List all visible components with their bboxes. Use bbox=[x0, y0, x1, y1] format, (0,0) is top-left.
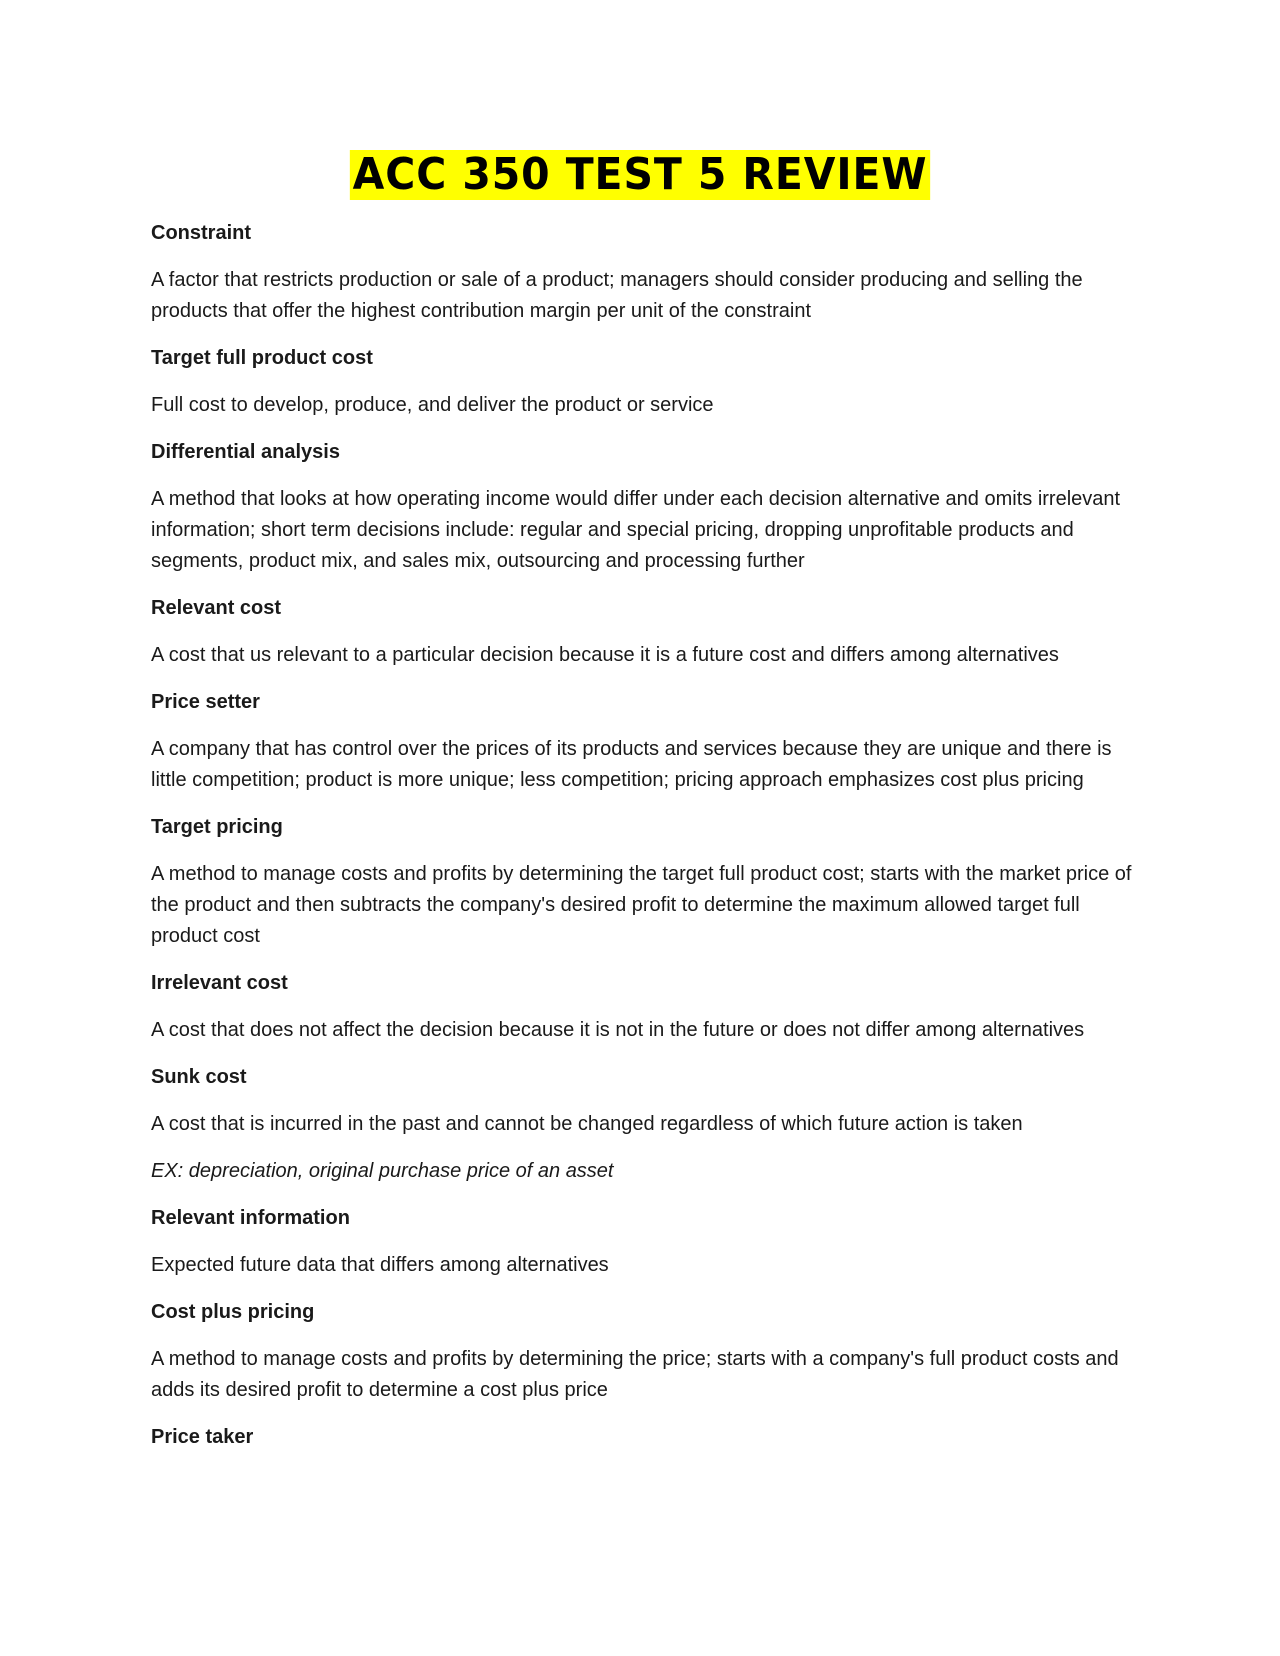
definition-target-pricing: A method to manage costs and profits by determining the target full product cost; starts with the market price of the product and then subtracts the company's desired profit to determine the maximum allowed target full product cost bbox=[151, 863, 1132, 947]
definition-relevant-information: Expected future data that differs among alternatives bbox=[151, 1254, 609, 1276]
term-price-setter: Price setter bbox=[151, 691, 260, 713]
definition-price-setter: A company that has control over the prices of its products and services because they are unique and there is little competition; product is more unique; less competition; pricing approach emphasizes cost plus pricing bbox=[151, 738, 1112, 791]
definition-differential-analysis: A method that looks at how operating income would differ under each decision alternative and omits irrelevant information; short term decisions include: regular and special pricing, dropping unprofitable products and segments, product mix, and sales mix, outsourcing and processing further bbox=[151, 488, 1121, 572]
definition-constraint: A factor that restricts production or sale of a product; managers should consider producing and selling the products that offer the highest contribution margin per unit of the constraint bbox=[151, 269, 1083, 322]
term-constraint: Constraint bbox=[151, 222, 251, 244]
example-sunk-cost: EX: depreciation, original purchase price of an asset bbox=[151, 1160, 614, 1182]
term-differential-analysis: Differential analysis bbox=[151, 441, 340, 463]
definition-irrelevant-cost: A cost that does not affect the decision because it is not in the future or does not differ among alternatives bbox=[151, 1019, 1085, 1041]
title-container bbox=[0, 150, 1280, 200]
term-cost-plus-pricing: Cost plus pricing bbox=[151, 1301, 315, 1323]
term-target-full-product-cost: Target full product cost bbox=[151, 347, 373, 369]
term-relevant-information: Relevant information bbox=[151, 1207, 350, 1229]
definition-target-full-product-cost: Full cost to develop, produce, and deliver the product or service bbox=[151, 394, 714, 416]
term-price-taker: Price taker bbox=[151, 1426, 254, 1448]
definition-cost-plus-pricing: A method to manage costs and profits by determining the price; starts with a company's full product costs and adds its desired profit to determine a cost plus price bbox=[151, 1348, 1119, 1401]
term-relevant-cost: Relevant cost bbox=[151, 597, 282, 619]
definition-relevant-cost: A cost that us relevant to a particular decision because it is a future cost and differs among alternatives bbox=[151, 644, 1059, 666]
document-title: ACC 350 TEST 5 REVIEW bbox=[350, 150, 930, 200]
term-target-pricing: Target pricing bbox=[151, 816, 283, 838]
definition-sunk-cost: A cost that is incurred in the past and cannot be changed regardless of which future action is taken bbox=[151, 1113, 1023, 1135]
term-irrelevant-cost: Irrelevant cost bbox=[151, 972, 288, 994]
glossary-list bbox=[151, 218, 1141, 1469]
term-sunk-cost: Sunk cost bbox=[151, 1066, 247, 1088]
